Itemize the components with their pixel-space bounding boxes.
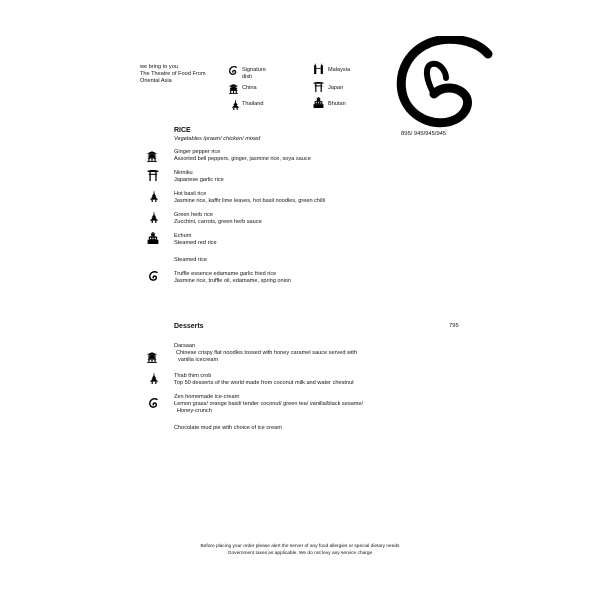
intro-block	[140, 64, 206, 85]
item-name: Echum	[174, 233, 192, 239]
signature-swirl-icon	[148, 396, 160, 410]
item-description-continued: vanilla icecream	[178, 357, 219, 363]
desserts-section-title: Desserts	[174, 323, 204, 330]
list-item	[174, 343, 357, 364]
item-name: Chocolate mud pie with choice of ice cream	[174, 425, 282, 431]
item-name: Hot basil rice	[174, 191, 207, 197]
list-item	[174, 191, 325, 205]
rice-section-subtitle: Vegetables /prawn/ chicken/ mixed	[174, 136, 261, 142]
intro-line-1: we bring to you	[140, 64, 178, 70]
thailand-temple-icon	[148, 189, 160, 203]
bhutan-dzong-icon	[147, 231, 159, 245]
item-description: Zucchini, carrots, green herb sauce	[174, 219, 262, 225]
item-description: Top 50 desserts of the world made from coconut milk and water chestnut	[174, 380, 354, 386]
list-item	[174, 394, 363, 415]
item-description: Lemon grass/ orange basil/ tender coconut/ green tea/ vanilla/black sesame/	[174, 401, 364, 407]
item-description: Chinese crispy flat noodles tossed with honey caramel sauce served with	[176, 350, 357, 356]
item-name: Ninniku	[174, 170, 193, 176]
bhutan-dzong-icon	[313, 96, 324, 109]
item-description: Jasmine rice, truffle oil, edamame, spring onion	[174, 278, 292, 284]
footer	[0, 544, 600, 557]
item-name: Darsaan	[174, 343, 196, 349]
signature-swirl-icon	[228, 64, 239, 77]
item-description: Jasmine rice, kaffir lime leaves, hot basil noodles, green chilli	[174, 198, 325, 204]
list-item	[174, 149, 311, 163]
signature-swirl-icon	[148, 269, 160, 283]
item-name: Truffle essence edamame garlic fried rice	[174, 271, 277, 277]
footer-tax-note: Government taxes as applicable. We do not levy any service charge	[227, 550, 373, 556]
malaysia-towers-icon	[313, 62, 324, 75]
item-name: Steamed rice	[174, 257, 207, 263]
china-temple-icon	[228, 82, 239, 95]
japan-torii-icon	[313, 80, 324, 93]
legend-label-thailand: Thailand	[242, 101, 264, 107]
item-name: Thab thim crob	[174, 373, 212, 379]
desserts-section-price: 795	[449, 323, 459, 329]
item-name: Ginger pepper rice	[174, 149, 221, 155]
list-item	[174, 425, 282, 432]
item-description: Steamed red rice	[174, 240, 217, 246]
item-description: Assorted bell peppers, ginger, jasmine rice, soya sauce	[174, 156, 311, 162]
list-item	[174, 212, 262, 226]
legend-label-bhutan: Bhutan	[328, 101, 346, 107]
thailand-temple-icon	[148, 210, 160, 224]
list-item	[174, 373, 354, 387]
item-description-continued: Honey-crunch	[177, 408, 212, 414]
footer-allergy-note: Before placing your order please alert the server of any food allergies or special dietary needs	[200, 544, 400, 549]
china-temple-icon	[146, 149, 158, 163]
item-description: Japanese garlic rice	[174, 177, 224, 183]
item-name: Zen homemade ice-cream	[174, 394, 240, 400]
intro-line-3: Oriental Asia	[140, 78, 172, 84]
list-item	[174, 257, 207, 264]
thailand-temple-icon	[148, 371, 160, 385]
legend-label-china: China	[242, 85, 257, 91]
list-item	[174, 271, 291, 285]
intro-line-2: The Theatre of Food From	[140, 71, 206, 77]
legend-label-signature: Signature dish	[242, 67, 266, 80]
china-temple-icon	[146, 350, 158, 364]
rice-section-price: 895/ 945/945/945	[401, 131, 447, 137]
legend-label-japan: Japan	[328, 85, 344, 91]
list-item	[174, 233, 217, 247]
japan-torii-icon	[147, 168, 159, 182]
brand-swirl-logo-icon	[396, 36, 496, 128]
legend-label-malaysia: Malaysia	[328, 67, 351, 73]
rice-section-title: RICE	[174, 127, 191, 134]
list-item	[174, 170, 224, 184]
thailand-temple-icon	[230, 98, 241, 111]
item-name: Green herb rice	[174, 212, 213, 218]
